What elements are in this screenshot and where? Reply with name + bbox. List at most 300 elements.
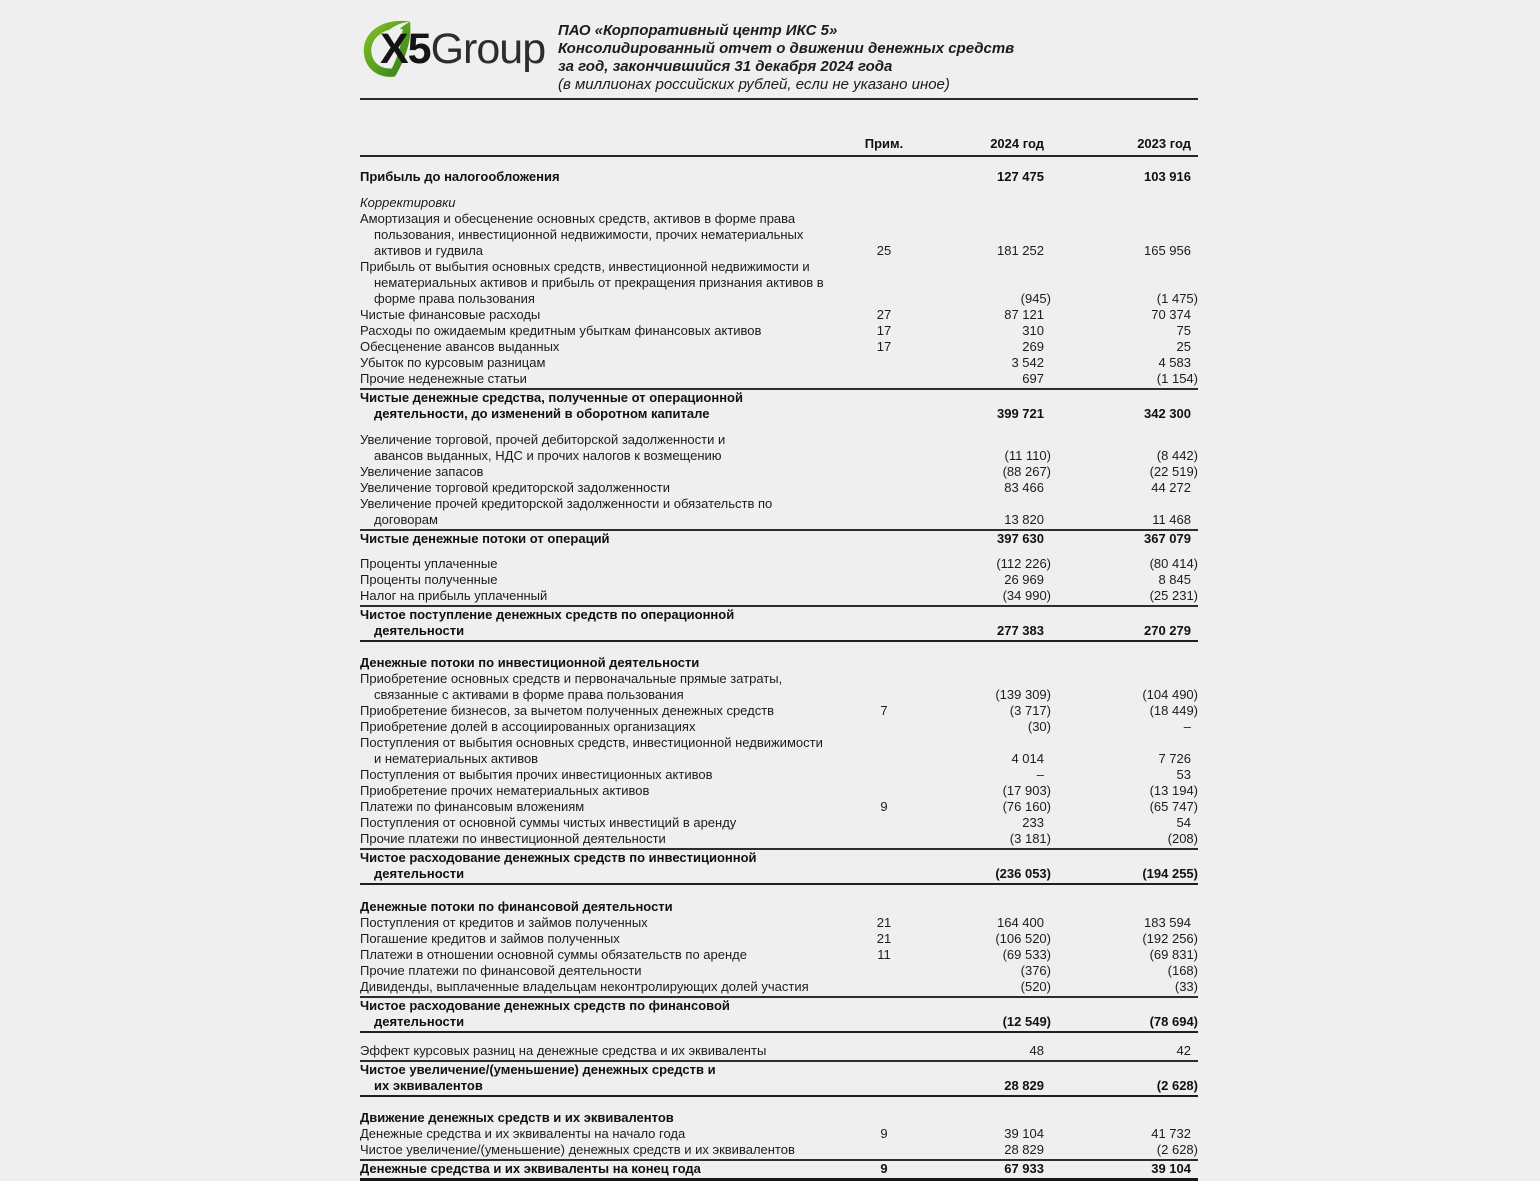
table-row <box>360 531 1198 547</box>
row-note: 25 <box>876 243 892 258</box>
row-label-line: Прочие платежи по финансовой деятельности <box>360 963 642 978</box>
row-label-line: Увеличение запасов <box>360 464 484 479</box>
row-value-2024 <box>923 243 1051 259</box>
value: (104 490) <box>1142 687 1198 702</box>
value: 11 468 <box>1152 512 1191 527</box>
value: 42 <box>1176 1043 1191 1058</box>
value: 7 726 <box>1158 751 1191 766</box>
row-label <box>360 703 845 719</box>
row-label <box>360 1062 845 1094</box>
row-value-2024 <box>923 1078 1051 1094</box>
row-label-cont-line: договорам <box>374 512 438 527</box>
row-value-2024 <box>923 687 1051 703</box>
row-value-2023 <box>1051 1078 1198 1094</box>
row-value-2024 <box>923 480 1051 496</box>
row-value-2023 <box>1051 655 1198 671</box>
value: 397 630 <box>997 531 1044 546</box>
row-value-2023 <box>1051 751 1198 767</box>
row-value-2024 <box>923 448 1051 464</box>
row-value-2023 <box>1051 406 1198 422</box>
row-label-cont-line: деятельности <box>374 1014 465 1029</box>
row-label <box>360 815 845 831</box>
report-title: Консолидированный отчет о движении денежных средств <box>558 40 1015 57</box>
row-label-line: Поступления от основной суммы чистых инвестиций в аренду <box>360 815 737 830</box>
row-value-2024 <box>923 623 1051 639</box>
value: 28 829 <box>1004 1078 1044 1093</box>
report-title-block <box>558 12 1014 94</box>
row-note: 21 <box>876 931 892 946</box>
row-value-2023 <box>1051 931 1198 947</box>
table-row <box>360 783 1198 799</box>
row-value-2024 <box>923 464 1051 480</box>
row-value-2024 <box>923 291 1051 307</box>
row-label-line: Платежи в отношении основной суммы обязательств по аренде <box>360 947 747 962</box>
row-value-2023 <box>1051 783 1198 799</box>
value: 13 820 <box>1004 512 1044 527</box>
row-value-2023 <box>1051 947 1198 963</box>
row-label <box>360 783 845 799</box>
row-label <box>360 432 845 464</box>
row-label-line: Обесценение авансов выданных <box>360 339 560 354</box>
row-value-2024 <box>923 531 1051 547</box>
row-value-2023 <box>1051 1126 1198 1142</box>
value: 25 <box>1176 339 1191 354</box>
table-row <box>360 355 1198 371</box>
row-label <box>360 831 845 847</box>
row-label <box>360 556 845 572</box>
cash-flow-table <box>360 136 1198 1181</box>
row-value-2024 <box>923 355 1051 371</box>
row-label <box>360 169 845 185</box>
row-value-2023 <box>1051 371 1198 387</box>
row-label <box>360 607 845 639</box>
row-value-2024 <box>923 915 1051 931</box>
value: 41 732 <box>1151 1126 1191 1141</box>
row-value-2023 <box>1051 588 1198 604</box>
value: 697 <box>1022 371 1044 386</box>
row-value-2024 <box>923 799 1051 815</box>
value: 75 <box>1176 323 1191 338</box>
row-value-2023 <box>1051 307 1198 323</box>
row-label-line: Прочие платежи по инвестиционной деятельности <box>360 831 666 846</box>
value: (168) <box>1167 963 1198 978</box>
row-label <box>360 307 845 323</box>
value: (18 449) <box>1149 703 1198 718</box>
value: (25 231) <box>1149 588 1198 603</box>
row-value-2023 <box>1051 323 1198 339</box>
row-label-line: Денежные средства и их эквиваленты на начало года <box>360 1126 686 1141</box>
row-label-cont-line: и нематериальных активов <box>374 751 539 766</box>
row-value-2023 <box>1051 623 1198 639</box>
value: 310 <box>1022 323 1044 338</box>
row-label-cont-line: связанные с активами в форме права пользования <box>374 687 684 702</box>
row-label-line: Убыток по курсовым разницам <box>360 355 546 370</box>
row-label <box>360 464 845 480</box>
value: (520) <box>1020 979 1051 994</box>
value: (69 831) <box>1149 947 1198 962</box>
report-period: за год, закончившийся 31 декабря 2024 года <box>558 58 893 75</box>
table-header-row <box>360 136 1198 157</box>
table-row <box>360 963 1198 979</box>
row-value-2023 <box>1051 963 1198 979</box>
row-label-line: Поступления от кредитов и займов полученных <box>360 915 648 930</box>
row-value-2023 <box>1051 291 1198 307</box>
table-row <box>360 850 1198 885</box>
row-value-2023 <box>1051 480 1198 496</box>
table-row <box>360 671 1198 703</box>
value: (3 717) <box>1009 703 1051 718</box>
row-label-line: Чистые финансовые расходы <box>360 307 541 322</box>
row-label-line: Платежи по финансовым вложениям <box>360 799 585 814</box>
row-label <box>360 572 845 588</box>
table-row <box>360 655 1198 671</box>
row-label-line: Амортизация и обесценение основных средств, активов в форме права <box>360 211 796 226</box>
row-value-2023 <box>1051 866 1198 882</box>
row-value-2024 <box>923 1142 1051 1158</box>
row-label <box>360 979 845 995</box>
row-label-line: Чистое расходование денежных средств по финансовой <box>360 998 730 1013</box>
value: 83 466 <box>1004 480 1044 495</box>
table-row <box>360 496 1198 531</box>
row-value-2023 <box>1051 512 1198 528</box>
table-row <box>360 799 1198 815</box>
row-label <box>360 850 845 882</box>
row-note: 21 <box>876 915 892 930</box>
table-row <box>360 1126 1198 1142</box>
row-label-line: Движение денежных средств и их эквивалентов <box>360 1110 674 1125</box>
value: 8 845 <box>1158 572 1191 587</box>
value: (8 442) <box>1156 448 1198 463</box>
value: (33) <box>1174 979 1198 994</box>
value: (1 154) <box>1156 371 1198 386</box>
table-row <box>360 480 1198 496</box>
row-label <box>360 998 845 1030</box>
value: 103 916 <box>1144 169 1191 184</box>
row-value-2023 <box>1051 1142 1198 1158</box>
row-label <box>360 390 845 422</box>
row-label-cont-line: авансов выданных, НДС и прочих налогов к возмещению <box>374 448 722 463</box>
value: 165 956 <box>1144 243 1191 258</box>
row-label <box>360 355 845 371</box>
table-row <box>360 998 1198 1033</box>
row-label-line: Чистое расходование денежных средств по инвестиционной <box>360 850 757 865</box>
table-row <box>360 323 1198 339</box>
row-label <box>360 1110 845 1126</box>
logo-text <box>380 24 546 73</box>
masthead-rule <box>360 98 1198 100</box>
row-value-2023 <box>1051 767 1198 783</box>
value: 67 933 <box>1004 1161 1044 1176</box>
row-label-line: Чистое поступление денежных средств по операционной <box>360 607 735 622</box>
value: 26 969 <box>1004 572 1044 587</box>
logo-group: Group <box>430 24 546 73</box>
row-label <box>360 531 845 547</box>
row-value-2023 <box>1051 831 1198 847</box>
x5group-logo <box>360 12 558 86</box>
row-label <box>360 1142 845 1158</box>
row-value-2023 <box>1051 899 1198 915</box>
row-label-line: Проценты полученные <box>360 572 498 587</box>
row-label <box>360 1161 845 1177</box>
value: (12 549) <box>1002 1014 1051 1029</box>
company-name: ПАО «Корпоративный центр ИКС 5» <box>558 22 838 39</box>
row-label <box>360 735 845 767</box>
value: 53 <box>1176 767 1191 782</box>
row-value-2024 <box>923 307 1051 323</box>
value: 28 829 <box>1004 1142 1044 1157</box>
value: 87 121 <box>1004 307 1044 322</box>
value: 3 542 <box>1011 355 1044 370</box>
value: 367 079 <box>1144 531 1191 546</box>
row-label-line: Приобретение бизнесов, за вычетом полученных денежных средств <box>360 703 775 718</box>
row-note: 9 <box>880 799 888 814</box>
row-label-line: Дивиденды, выплаченные владельцам неконтролирующих долей участия <box>360 979 809 994</box>
value: (236 053) <box>995 866 1051 881</box>
value: (13 194) <box>1149 783 1198 798</box>
value: 270 279 <box>1144 623 1191 638</box>
table-row <box>360 339 1198 355</box>
table-row <box>360 607 1198 642</box>
table-row <box>360 831 1198 850</box>
row-value-2023 <box>1051 355 1198 371</box>
row-value-2023 <box>1051 703 1198 719</box>
value: 127 475 <box>997 169 1044 184</box>
row-value-2024 <box>923 556 1051 572</box>
row-value-2024 <box>923 195 1051 211</box>
row-label <box>360 211 845 259</box>
row-value-2024 <box>923 339 1051 355</box>
row-label-line: Проценты уплаченные <box>360 556 498 571</box>
value: 233 <box>1022 815 1044 830</box>
row-label-line: Денежные потоки по инвестиционной деятельности <box>360 655 700 670</box>
row-label <box>360 963 845 979</box>
row-value-2023 <box>1051 339 1198 355</box>
row-value-2023 <box>1051 799 1198 815</box>
table-row <box>360 1043 1198 1062</box>
row-label-cont-line: нематериальных активов и прибыль от прекращения признания активов в <box>374 275 824 290</box>
row-label-line: Денежные средства и их эквиваленты на конец года <box>360 1161 701 1176</box>
value: 4 583 <box>1158 355 1191 370</box>
row-label-line: Приобретение долей в ассоциированных организациях <box>360 719 696 734</box>
table-row <box>360 195 1198 211</box>
row-label-cont-line: деятельности, до изменений в оборотном капитале <box>374 406 710 421</box>
value: – <box>1036 767 1044 782</box>
row-label-cont-line: активов и гудвила <box>374 243 484 258</box>
row-label-line: Налог на прибыль уплаченный <box>360 588 548 603</box>
row-value-2023 <box>1051 1014 1198 1030</box>
row-value-2024 <box>923 703 1051 719</box>
value: (78 694) <box>1149 1014 1198 1029</box>
row-value-2023 <box>1051 979 1198 995</box>
col-header-2024: 2024 год <box>990 136 1044 151</box>
value: (69 533) <box>1002 947 1051 962</box>
row-value-2024 <box>923 947 1051 963</box>
units-note: (в миллионах российских рублей, если не указано иное) <box>558 76 950 93</box>
value: 39 104 <box>1151 1161 1191 1176</box>
row-label-cont-line: пользования, инвестиционной недвижимости, прочих нематериальных <box>374 227 804 242</box>
row-label-line: Прибыль от выбытия основных средств, инвестиционной недвижимости и <box>360 259 810 274</box>
row-value-2023 <box>1051 915 1198 931</box>
row-value-2024 <box>923 931 1051 947</box>
table-row <box>360 307 1198 323</box>
table-row <box>360 259 1198 307</box>
row-value-2024 <box>923 1161 1051 1177</box>
value: (112 226) <box>996 556 1051 571</box>
row-label-line: Корректировки <box>360 195 456 210</box>
table-row <box>360 931 1198 947</box>
row-label <box>360 496 845 528</box>
table-row <box>360 719 1198 735</box>
row-label <box>360 915 845 931</box>
row-label-line: Поступления от выбытия прочих инвестиционных активов <box>360 767 713 782</box>
row-label-line: Чистые денежные средства, полученные от операционной <box>360 390 743 405</box>
row-note: 7 <box>880 703 888 718</box>
row-label-line: Прочие неденежные статьи <box>360 371 527 386</box>
row-value-2023 <box>1051 1161 1198 1177</box>
row-label <box>360 339 845 355</box>
value: (1 475) <box>1156 291 1198 306</box>
row-label-cont-line: их эквивалентов <box>374 1078 483 1093</box>
row-label <box>360 799 845 815</box>
row-label <box>360 767 845 783</box>
value: (208) <box>1167 831 1198 846</box>
logo-x5: X5 <box>380 24 431 73</box>
value: (11 110) <box>1004 448 1051 463</box>
row-value-2023 <box>1051 243 1198 259</box>
row-note: 17 <box>876 323 892 338</box>
value: 183 594 <box>1144 915 1191 930</box>
row-label-line: Прибыль до налогообложения <box>360 169 560 184</box>
row-label <box>360 259 845 307</box>
row-label <box>360 588 845 604</box>
row-value-2024 <box>923 1126 1051 1142</box>
value: 48 <box>1029 1043 1044 1058</box>
row-value-2023 <box>1051 572 1198 588</box>
row-value-2024 <box>923 899 1051 915</box>
row-value-2023 <box>1051 815 1198 831</box>
row-value-2023 <box>1051 556 1198 572</box>
row-value-2024 <box>923 866 1051 882</box>
row-label <box>360 371 845 387</box>
table-body <box>360 169 1198 1181</box>
row-label <box>360 323 845 339</box>
table-row <box>360 572 1198 588</box>
table-row <box>360 815 1198 831</box>
value: 4 014 <box>1011 751 1044 766</box>
table-row <box>360 979 1198 998</box>
row-label <box>360 1043 845 1059</box>
row-label-line: Чистое увеличение/(уменьшение) денежных средств и <box>360 1062 716 1077</box>
value: – <box>1183 719 1191 734</box>
row-label-line: Чистое увеличение/(уменьшение) денежных средств и их эквивалентов <box>360 1142 795 1157</box>
value: (76 160) <box>1002 799 1051 814</box>
row-value-2024 <box>923 767 1051 783</box>
value: 39 104 <box>1004 1126 1044 1141</box>
value: (192 256) <box>1142 931 1198 946</box>
row-value-2024 <box>923 963 1051 979</box>
row-label-line: Погашение кредитов и займов полученных <box>360 931 620 946</box>
row-value-2023 <box>1051 1110 1198 1126</box>
value: (88 267) <box>1002 464 1051 479</box>
row-note: 27 <box>876 307 892 322</box>
row-label <box>360 719 845 735</box>
table-row <box>360 1161 1198 1181</box>
row-label-line: Приобретение основных средств и первоначальные прямые затраты, <box>360 671 783 686</box>
table-row <box>360 588 1198 607</box>
cash-flow-statement <box>360 12 1198 1181</box>
row-label <box>360 195 845 211</box>
row-value-2024 <box>923 572 1051 588</box>
value: (3 181) <box>1009 831 1051 846</box>
row-label <box>360 947 845 963</box>
row-value-2024 <box>923 169 1051 185</box>
table-row <box>360 947 1198 963</box>
value: 181 252 <box>997 243 1044 258</box>
row-label <box>360 899 845 915</box>
table-row <box>360 735 1198 767</box>
value: (80 414) <box>1149 556 1198 571</box>
row-label-line: Приобретение прочих нематериальных активов <box>360 783 650 798</box>
value: (106 520) <box>995 931 1051 946</box>
row-label-line: Увеличение торговой, прочей дебиторской задолженности и <box>360 432 726 447</box>
col-header-note: Прим. <box>864 136 904 151</box>
row-note: 17 <box>876 339 892 354</box>
row-value-2023 <box>1051 169 1198 185</box>
value: 70 374 <box>1151 307 1191 322</box>
table-row <box>360 703 1198 719</box>
value: 54 <box>1176 815 1191 830</box>
row-value-2023 <box>1051 448 1198 464</box>
row-value-2023 <box>1051 687 1198 703</box>
table-row <box>360 371 1198 390</box>
table-row <box>360 169 1198 185</box>
row-label-cont-line: форме права пользования <box>374 291 535 306</box>
row-label-line: Чистые денежные потоки от операций <box>360 531 610 546</box>
row-value-2024 <box>923 719 1051 735</box>
value: 164 400 <box>997 915 1044 930</box>
table-row <box>360 1110 1198 1126</box>
row-label <box>360 671 845 703</box>
table-row <box>360 899 1198 915</box>
value: (139 309) <box>995 687 1051 702</box>
row-value-2024 <box>923 655 1051 671</box>
row-label <box>360 655 845 671</box>
row-label <box>360 1126 845 1142</box>
row-value-2023 <box>1051 1043 1198 1059</box>
table-row <box>360 1142 1198 1161</box>
table-row <box>360 767 1198 783</box>
value: (376) <box>1020 963 1051 978</box>
value: 342 300 <box>1144 406 1191 421</box>
row-value-2024 <box>923 323 1051 339</box>
row-label <box>360 480 845 496</box>
value: (945) <box>1020 291 1051 306</box>
table-row <box>360 464 1198 480</box>
table-row <box>360 1062 1198 1097</box>
value: (194 255) <box>1142 866 1198 881</box>
row-value-2024 <box>923 588 1051 604</box>
value: 399 721 <box>997 406 1044 421</box>
row-label-cont-line: деятельности <box>374 623 465 638</box>
row-note: 11 <box>877 947 891 962</box>
row-label-line: Увеличение торговой кредиторской задолженности <box>360 480 670 495</box>
row-value-2024 <box>923 1014 1051 1030</box>
value: (2 628) <box>1156 1142 1198 1157</box>
table-row <box>360 556 1198 572</box>
row-value-2023 <box>1051 531 1198 547</box>
row-label-line: Увеличение прочей кредиторской задолженности и обязательств по <box>360 496 773 511</box>
row-value-2024 <box>923 783 1051 799</box>
